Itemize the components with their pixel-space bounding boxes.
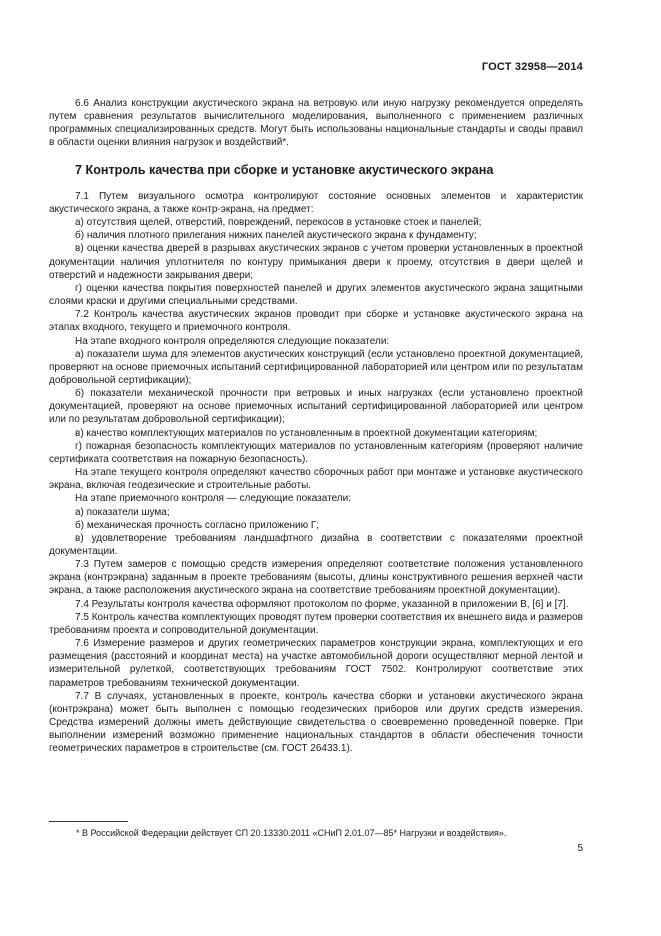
list-item-input-a: а) показатели шума для элементов акустических конструкций (если установлено проектной документацией, проверяют на основе приемочных испытаний сертифицированной лабораторией или центром или по результатам добровольной сертификации); [49, 348, 583, 386]
list-item-7-1-a: а) отсутствия щелей, отверстий, повреждений, перекосов в установке стоек и панелей; [75, 217, 482, 229]
section-7-heading: 7 Контроль качества при сборке и установке акустического экрана [75, 162, 494, 177]
list-item-acceptance-b: б) механическая прочность согласно приложению Г; [75, 519, 320, 531]
footnote-divider [49, 821, 128, 822]
paragraph-input-control: На этапе входного контроля определяются следующие показатели: [75, 335, 390, 347]
paragraph-acceptance-control: На этапе приемочного контроля — следующие показатели: [75, 493, 352, 505]
paragraph-7-3: 7.3 Путем замеров с помощью средств измерения определяют соответствие положения установленного экрана (контрэкрана) заданным в проекте требованиям (высоты, длины конструктивного решения верхней части экрана, а также расположения акустического экрана на соответствие требованиям проектной документации). [49, 559, 583, 597]
paragraph-6-6: 6.6 Анализ конструкции акустического экрана на ветровую или иную нагрузку рекомендуется определять путем сравнения результатов вычислительного моделирования, выполненного с применением различных программных специализированных средств. Могут быть использованы национальные стандарты и своды правил в области оценки влияния нагрузок и воздействий*. [49, 98, 583, 149]
paragraph-7-7: 7.7 В случаях, установленных в проекте, контроль качества сборки и установки акустического экрана (контрэкрана) может быть выполнен с помощью геодезических приборов или других средств измерения. Средства измерений должны иметь действующие свидетельства о своевременно проведенной поверке. При выполнении измерений возможно применение национальных стандартов в области обеспечения точности геометрических параметров в строительстве (см. ГОСТ 26433.1). [49, 690, 583, 755]
footnote: * В Российской Федерации действует СП 20.13330.2011 «СНиП 2.01.07—85* Нагрузки и воздействия». [76, 828, 507, 838]
document-identifier: ГОСТ 32958—2014 [481, 61, 583, 73]
paragraph-7-6: 7.6 Измерение размеров и других геометрических параметров конструкции экрана, комплектующих и его размещения (расстояний и координат места) на участке автомобильной дороги осуществляют мерной лентой и измерительной рулеткой, соответствующих требованиям ГОСТ 7502. Контролируют соответствие этих параметров требованиям технической документации. [49, 638, 583, 689]
list-item-acceptance-v: в) удовлетворение требованиям ландшафтного дизайна в соответствии с показателями проектной документации. [49, 532, 583, 557]
list-item-input-v: в) качество комплектующих материалов по установленным в проектной документации категориям; [75, 427, 538, 439]
paragraph-current-control: На этапе текущего контроля определяют качество сборочных работ при монтаже и установке акустического экрана, включая геодезические и строительные работы. [49, 467, 583, 492]
list-item-7-1-g: г) оценки качества покрытия поверхностей панелей и других элементов акустического экрана защитными слоями краски и другими специальными средствами. [49, 282, 583, 308]
paragraph-7-5: 7.5 Контроль качества комплектующих проводят путем проверки соответствия их внешнего вида и размеров требованиям проекта и сопроводительной документации. [49, 611, 583, 636]
paragraph-7-2: 7.2 Контроль качества акустических экранов проводит при сборке и установке акустического экрана на этапах входного, текущего и приемочного контроля. [49, 309, 583, 334]
paragraph-7-1: 7.1 Путем визуального осмотра контролируют состояние основных элементов и характеристик акустического экрана, а также контр-экрана, на предмет: [49, 190, 583, 215]
page-body [49, 97, 583, 756]
page-number: 5 [577, 843, 583, 854]
list-item-input-g: г) пожарная безопасность комплектующих материалов по установленным категориям (проверяют наличие сертификата соответствия на пожарную безопасность). [49, 440, 583, 465]
list-item-acceptance-a: а) показатели шума; [75, 506, 170, 518]
paragraph-7-4: 7.4 Результаты контроля качества оформляют протоколом по форме, указанной в приложении В, [6] и [7]. [75, 598, 569, 610]
list-item-7-1-b: б) наличия плотного прилегания нижних панелей акустического экрана к фундаменту; [75, 230, 477, 242]
list-item-7-1-v: в) оценки качества дверей в разрывах акустических экранов с учетом проверки установленных в проектной документации наличия уплотнителя по контуру примыкания двери к проему, отсутствия в двери щелей и отверстий и надежности закрывания двери; [49, 243, 583, 281]
list-item-input-b: б) показатели механической прочности при ветровых и иных нагрузках (если установлено проектной документацией, проверяют на основе приемочных испытаний сертифицированной лабораторией или центром или по результатам добровольной сертификации); [49, 388, 583, 426]
